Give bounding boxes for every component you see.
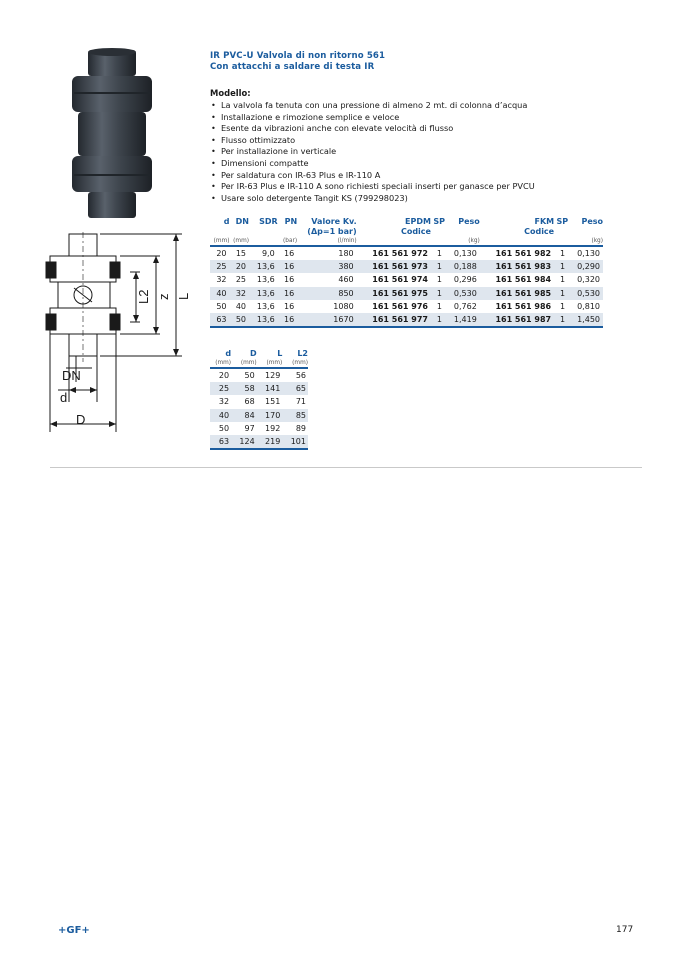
cell-d: 63 — [210, 313, 230, 327]
cell-dn: 32 — [230, 287, 250, 300]
cell-fkm: 161 561 983 — [480, 260, 554, 273]
unit-dn: (mm) — [233, 238, 249, 244]
cell-sdr: 13,6 — [249, 260, 278, 273]
dim-cell-L: 129 — [257, 368, 283, 382]
col-d: d — [223, 217, 230, 226]
feature-item: • Flusso ottimizzato — [210, 135, 535, 147]
dim-cell-d: 63 — [210, 435, 231, 449]
table-row — [210, 368, 308, 382]
feature-item: • Esente da vibrazioni anche con elevate velocità di flusso — [210, 123, 535, 135]
title-line-2: Con attacchi a saldare di testa IR — [210, 62, 375, 72]
dim-cell-L: 141 — [257, 382, 283, 395]
dim-col-L2: L2 — [297, 349, 308, 358]
fkm-head-1: FKM — [534, 217, 555, 226]
label-z: z — [156, 293, 171, 300]
product-code-table — [210, 217, 603, 328]
cell-sp2: 1 — [560, 275, 566, 285]
cell-peso: 0,530 — [445, 287, 480, 300]
feature-item: • Per IR-63 Plus e IR-110 A sono richiesti speciali inserti per ganasce per PVCU — [210, 181, 535, 193]
model-heading: Modello: — [210, 88, 251, 98]
valve-photo — [62, 48, 162, 220]
col-sp2: SP — [556, 217, 569, 226]
technical-drawing — [36, 232, 192, 442]
cell-sp: 1 — [436, 301, 442, 311]
table-row — [210, 422, 308, 435]
dim-cell-d: 20 — [210, 368, 231, 382]
cell-fkm: 161 561 985 — [480, 287, 554, 300]
cell-sp2: 1 — [554, 313, 568, 327]
title-line-1: IR PVC-U Valvola di non ritorno 561 — [210, 51, 386, 61]
cell-kv: 1080 — [333, 301, 354, 311]
cell-kv: 1670 — [297, 313, 356, 327]
dim-cell-d: 40 — [210, 409, 231, 422]
cell-sdr: 13,6 — [256, 275, 275, 285]
table-row — [210, 260, 603, 273]
cell-sp2: 1 — [554, 260, 568, 273]
cell-peso2: 0,130 — [568, 246, 603, 260]
kv-head-2: (Δp=1 bar) — [307, 227, 357, 236]
label-L: L — [176, 292, 191, 300]
table-row — [210, 246, 603, 260]
table-row — [210, 300, 603, 313]
col-peso: Peso — [458, 217, 480, 226]
cell-peso: 1,419 — [445, 313, 480, 327]
dim-cell-L: 151 — [265, 397, 281, 407]
cell-epdm: 161 561 972 — [357, 246, 431, 260]
col-epdm — [357, 217, 431, 237]
cell-peso2: 0,290 — [568, 260, 603, 273]
unit-kv: (l/min) — [337, 238, 357, 244]
cell-sp: 1 — [431, 287, 445, 300]
cell-pn: 16 — [284, 275, 295, 285]
table-row — [210, 273, 603, 286]
cell-fkm: 161 561 984 — [495, 275, 552, 285]
col-sp: SP — [433, 217, 445, 226]
unit-d: (mm) — [213, 238, 230, 244]
feature-item: • Per saldatura con IR-63 Plus e IR-110 A — [210, 170, 535, 182]
col-sdr: SDR — [259, 217, 278, 226]
dim-cell-L2: 56 — [282, 368, 308, 382]
dim-cell-L2: 65 — [282, 382, 308, 395]
cell-kv: 850 — [297, 287, 356, 300]
dim-cell-D: 97 — [244, 423, 255, 433]
gf-logo: +GF+ — [58, 925, 90, 936]
feature-item: • Dimensioni compatte — [210, 158, 535, 170]
cell-d: 40 — [210, 287, 230, 300]
cell-dn: 25 — [235, 275, 246, 285]
dim-cell-d: 25 — [210, 382, 231, 395]
fkm-head-2: Codice — [524, 227, 555, 236]
dim-unit-L: (mm) — [266, 360, 283, 366]
product-title — [210, 51, 640, 73]
dim-cell-L: 219 — [257, 435, 283, 449]
dim-cell-L2: 89 — [295, 423, 306, 433]
table-row — [210, 395, 308, 408]
label-d: d — [60, 390, 68, 405]
cell-d: 25 — [210, 260, 230, 273]
cell-fkm: 161 561 982 — [480, 246, 554, 260]
dim-cell-L: 192 — [265, 423, 281, 433]
cell-kv: 380 — [297, 260, 356, 273]
dim-col-D: D — [250, 349, 257, 358]
cell-peso2: 0,320 — [577, 275, 600, 285]
unit-pn: (bar) — [283, 238, 298, 244]
label-D: D — [76, 412, 86, 427]
dimension-table — [210, 349, 308, 450]
table-row — [210, 409, 308, 422]
dim-cell-D: 84 — [231, 409, 257, 422]
dim-unit-L2: (mm) — [292, 360, 308, 366]
cell-sp: 1 — [431, 260, 445, 273]
dim-cell-D: 58 — [231, 382, 257, 395]
dim-cell-D: 50 — [231, 368, 257, 382]
cell-epdm: 161 561 974 — [372, 275, 428, 285]
col-dn: DN — [235, 217, 249, 226]
cell-sdr: 13,6 — [256, 301, 275, 311]
table-row — [210, 313, 603, 327]
feature-item: • Usare solo detergente Tangit KS (799298023) — [210, 193, 535, 205]
dim-cell-d: 32 — [218, 397, 230, 407]
cell-d: 32 — [216, 275, 227, 285]
col-peso2: Peso — [581, 217, 603, 226]
cell-sp: 1 — [436, 275, 442, 285]
dim-cell-L2: 85 — [282, 409, 308, 422]
cell-kv: 180 — [297, 246, 356, 260]
dim-cell-D: 124 — [231, 435, 257, 449]
dim-unit-D: (mm) — [240, 360, 257, 366]
cell-dn: 15 — [230, 246, 250, 260]
dim-unit-d: (mm) — [215, 360, 232, 366]
section-divider — [50, 467, 642, 468]
kv-head-1: Valore Kv. — [311, 217, 357, 226]
cell-pn: 16 — [278, 260, 298, 273]
col-fkm — [480, 217, 554, 237]
table-row — [210, 287, 603, 300]
model-feature-list — [210, 100, 535, 204]
cell-peso: 0,130 — [445, 246, 480, 260]
col-kv — [297, 217, 356, 237]
cell-dn: 20 — [230, 260, 250, 273]
dim-col-L: L — [277, 349, 283, 358]
cell-d: 20 — [210, 246, 230, 260]
cell-epdm: 161 561 975 — [357, 287, 431, 300]
cell-sp2: 1 — [560, 301, 566, 311]
epdm-head-2: Codice — [400, 227, 431, 236]
epdm-head-1: EPDM — [405, 217, 431, 226]
feature-item: • Per installazione in verticale — [210, 146, 535, 158]
cell-dn: 50 — [230, 313, 250, 327]
cell-epdm: 161 561 976 — [372, 301, 428, 311]
unit-peso: (kg) — [468, 238, 480, 244]
dim-cell-L2: 101 — [282, 435, 308, 449]
feature-item: • Installazione e rimozione semplice e veloce — [210, 112, 535, 124]
cell-peso2: 0,530 — [568, 287, 603, 300]
cell-sp: 1 — [431, 246, 445, 260]
table-row — [210, 435, 308, 449]
dim-col-d: d — [225, 349, 232, 358]
cell-fkm: 161 561 986 — [495, 301, 552, 311]
cell-sp2: 1 — [554, 246, 568, 260]
cell-peso: 0,296 — [453, 275, 477, 285]
cell-pn: 16 — [284, 301, 295, 311]
table-row — [210, 382, 308, 395]
page-number: 177 — [616, 925, 634, 935]
col-pn: PN — [284, 217, 298, 226]
cell-peso: 0,762 — [453, 301, 477, 311]
cell-peso2: 0,810 — [577, 301, 600, 311]
dim-cell-D: 68 — [244, 397, 255, 407]
cell-peso2: 1,450 — [568, 313, 603, 327]
cell-pn: 16 — [278, 313, 298, 327]
dim-cell-L2: 71 — [295, 397, 306, 407]
cell-epdm: 161 561 977 — [357, 313, 431, 327]
dim-cell-d: 50 — [218, 423, 230, 433]
cell-peso: 0,188 — [445, 260, 480, 273]
cell-d: 50 — [216, 301, 227, 311]
cell-sp2: 1 — [554, 287, 568, 300]
cell-dn: 40 — [235, 301, 246, 311]
cell-pn: 16 — [278, 287, 298, 300]
cell-pn: 16 — [278, 246, 298, 260]
cell-sdr: 13,6 — [249, 287, 278, 300]
cell-sdr: 13,6 — [249, 313, 278, 327]
cell-fkm: 161 561 987 — [480, 313, 554, 327]
cell-sp: 1 — [431, 313, 445, 327]
label-L2: L2 — [136, 289, 151, 304]
cell-sdr: 9,0 — [249, 246, 278, 260]
label-DN: DN — [62, 368, 81, 383]
unit-peso2: (kg) — [591, 238, 603, 244]
cell-kv: 460 — [338, 275, 354, 285]
dim-cell-L: 170 — [257, 409, 283, 422]
feature-item: • La valvola fa tenuta con una pressione di almeno 2 mt. di colonna d’acqua — [210, 100, 535, 112]
cell-epdm: 161 561 973 — [357, 260, 431, 273]
